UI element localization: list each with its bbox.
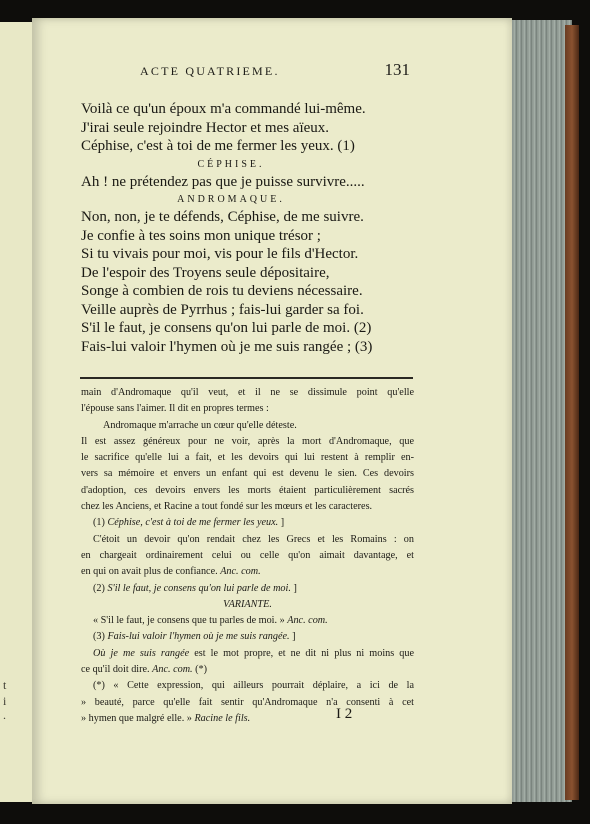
footnote-line: (2) S'il le faut, je consens qu'on lui parle de moi. ]: [93, 582, 297, 594]
page-edges: [508, 20, 572, 802]
footnote-line: » hymen que malgré elle. » Racine le fils.: [81, 712, 251, 724]
footnotes: [81, 385, 414, 727]
footnote-line: » beauté, parce qu'elle fait sentir qu'Andromaque n'a consenti à cet: [81, 696, 414, 708]
verse-line: Veille auprès de Pyrrhus ; fais-lui garder sa foi.: [81, 301, 364, 318]
footnote-line: ce qu'il doit dire. Anc. com. (*): [81, 664, 208, 676]
running-title: ACTE QUATRIEME.: [140, 64, 280, 78]
footnote-line: le sacrifice qu'elle lui a fait, et les devoirs qui lui restent à remplir en-: [81, 452, 414, 464]
footnote-line: Où je me suis rangée est le mot propre, et ne dit ni plus ni moins que: [93, 647, 414, 659]
footnote-line: vers sa mémoire et envers un enfant qui est devenu le sien. Ces devoirs: [81, 468, 414, 480]
page-number: 131: [384, 60, 410, 79]
footnote-rule: [80, 377, 413, 379]
footnote-line: Il est assez généreux pour ne voir, après la mort d'Andromaque, que: [81, 435, 414, 447]
footnote-line: Andromaque m'arrache un cœur qu'elle déteste.: [103, 419, 297, 431]
verse-line: Voilà ce qu'un époux m'a commandé lui-même.: [81, 101, 366, 117]
speaker-name: ANDROMAQUE.: [177, 194, 285, 205]
verse-line: Je confie à tes soins mon unique trésor ;: [81, 227, 321, 244]
signature-mark: I 2: [336, 706, 353, 722]
footnote-line: l'épouse sans l'aimer. Il dit en propres termes :: [81, 403, 269, 415]
left-margin-mark: .: [3, 708, 6, 722]
verse-block: [81, 100, 401, 356]
verse-line: Fais-lui valoir l'hymen où je me suis rangée ; (3): [81, 338, 373, 355]
verse-line: Non, non, je te défends, Céphise, de me suivre.: [81, 209, 364, 225]
verse-line: Céphise, c'est à toi de me fermer les yeux. (1): [81, 138, 355, 154]
verse-line: S'il le faut, je consens qu'on lui parle de moi. (2): [81, 320, 372, 336]
footnote-line: en chargeait ordinairement celui ou celle qu'on aimait davantage, et: [81, 549, 414, 561]
left-page-edge: [0, 22, 35, 802]
footnote-line: (3) Fais-lui valoir l'hymen où je me suis rangée. ]: [93, 631, 296, 643]
footnote-line: en qui on avait plus de confiance. Anc. com.: [81, 566, 261, 578]
verse-line: Songe à combien de rois tu deviens nécessaire.: [81, 283, 363, 299]
footnote-line: VARIANTE.: [223, 598, 272, 610]
verse-line: J'irai seule rejoindre Hector et mes aïeux.: [81, 119, 330, 136]
verse-line: De l'espoir des Troyens seule dépositaire,: [81, 264, 330, 281]
footnote-line: chez les Anciens, et Racine a tout fondé sur les mœurs et les caracteres.: [81, 501, 373, 513]
book-cover: [565, 25, 579, 800]
verse-line: Ah ! ne prétendez pas que je puisse survivre.....: [81, 173, 365, 190]
footnote-line: d'adoption, ces devoirs envers les morts étaient particulièrement sacrés: [81, 484, 414, 496]
verse-line: Si tu vivais pour moi, vis pour le fils d'Hector.: [81, 246, 359, 262]
footnote-line: main d'Andromaque qu'il veut, et il ne se dissimule point qu'elle: [81, 387, 414, 398]
footnote-line: « S'il le faut, je consens que tu parles de moi. » Anc. com.: [93, 615, 328, 627]
running-header: [140, 60, 410, 82]
left-margin-mark: i: [3, 694, 7, 708]
footnote-line: (*) « Cette expression, qui ailleurs pourrait déplaire, a ici de la: [93, 680, 414, 692]
left-margin-mark: t: [3, 678, 7, 692]
footnote-line: (1) Céphise, c'est à toi de me fermer les yeux. ]: [93, 517, 285, 529]
speaker-name: CÉPHISE.: [197, 158, 265, 170]
footnote-line: C'étoit un devoir qu'on rendait chez les Grecs et les Romains : on: [93, 533, 414, 545]
